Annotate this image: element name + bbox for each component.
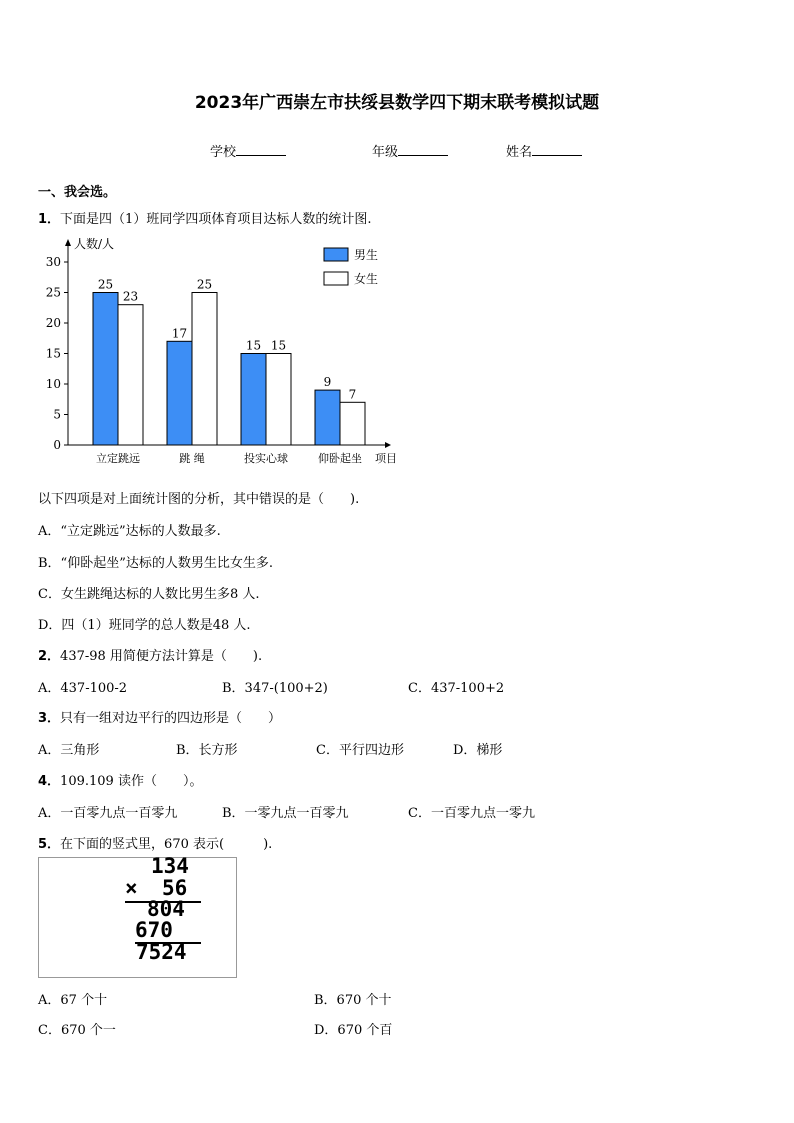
y-tick-label: 30 bbox=[45, 255, 61, 269]
y-tick-label: 25 bbox=[45, 285, 61, 300]
legend-swatch bbox=[324, 248, 348, 261]
y-tick-label: 15 bbox=[45, 346, 61, 361]
category-label: 跳 绳 bbox=[179, 452, 205, 465]
question-4 bbox=[38, 770, 202, 789]
question-5-number: 5． bbox=[38, 837, 61, 852]
school-label: 学校 bbox=[210, 145, 237, 160]
q5-option-b[interactable]: B．670 个十 bbox=[314, 993, 392, 1008]
category-label: 投实心球 bbox=[244, 452, 288, 465]
q4-option-a[interactable]: A．一百零九点一百零九 bbox=[38, 806, 178, 821]
data-label: 23 bbox=[122, 289, 139, 304]
school-field[interactable] bbox=[210, 141, 286, 160]
question-1-prompt: 以下四项是对上面统计图的分析，其中错误的是（ ). bbox=[38, 492, 360, 507]
y-tick-label: 20 bbox=[45, 316, 61, 330]
bar-chart bbox=[38, 232, 408, 472]
q5-option-d[interactable]: D．670 个百 bbox=[314, 1023, 393, 1038]
bar bbox=[340, 402, 365, 445]
q3-option-b[interactable]: B．长方形 bbox=[176, 743, 238, 758]
q4-option-b[interactable]: B．一零九点一百零九 bbox=[222, 806, 349, 821]
question-1 bbox=[38, 208, 371, 227]
legend-swatch bbox=[324, 272, 348, 285]
question-2-number: 2． bbox=[38, 649, 61, 664]
bar bbox=[241, 354, 266, 446]
question-3-number: 3． bbox=[38, 711, 61, 726]
x-axis-label: 项目 bbox=[375, 452, 397, 465]
data-label: 15 bbox=[245, 338, 262, 353]
bar bbox=[93, 293, 118, 446]
question-3-text: 只有一组对边平行的四边形是（ ） bbox=[60, 711, 282, 726]
question-1-number: 1． bbox=[38, 212, 61, 227]
question-5-text: 在下面的竖式里，670 表示( ). bbox=[60, 837, 273, 852]
y-axis-arrow bbox=[65, 239, 71, 246]
data-label: 7 bbox=[348, 387, 357, 402]
calc-partial-1: 804 bbox=[147, 897, 185, 921]
question-4-text: 109.109 读作（ ）。 bbox=[60, 774, 203, 789]
school-blank[interactable] bbox=[236, 143, 286, 156]
question-3 bbox=[38, 707, 281, 726]
section-heading: 一、我会选。 bbox=[38, 185, 117, 200]
legend-label: 男生 bbox=[354, 248, 379, 262]
name-label: 姓名 bbox=[506, 145, 533, 160]
question-5 bbox=[38, 833, 272, 852]
q1-option-c[interactable]: C．女生跳绳达标的人数比男生多8 人. bbox=[38, 587, 260, 602]
category-label: 仰卧起坐 bbox=[318, 452, 362, 465]
calc-times-sign: × bbox=[125, 876, 138, 900]
question-4-number: 4． bbox=[38, 774, 61, 789]
data-label: 15 bbox=[270, 338, 287, 353]
bar bbox=[192, 293, 217, 446]
bar bbox=[266, 354, 291, 446]
calc-result: 7524 bbox=[136, 940, 187, 964]
bar bbox=[118, 305, 143, 445]
y-tick-label: 0 bbox=[53, 438, 61, 452]
question-1-text: 下面是四（1）班同学四项体育项目达标人数的统计图. bbox=[60, 212, 372, 227]
grade-field[interactable] bbox=[372, 141, 448, 160]
y-tick-label: 10 bbox=[45, 377, 61, 391]
question-2-text: 437-98 用简便方法计算是（ ). bbox=[60, 649, 263, 664]
q3-option-c[interactable]: C．平行四边形 bbox=[316, 743, 404, 758]
data-label: 9 bbox=[323, 375, 332, 390]
grade-blank[interactable] bbox=[398, 143, 448, 156]
legend-label: 女生 bbox=[354, 272, 379, 286]
bar bbox=[315, 390, 340, 445]
q5-option-c[interactable]: C．670 个一 bbox=[38, 1023, 116, 1038]
page-title: 2023年广西崇左市扶绥县数学四下期末联考模拟试题 bbox=[194, 93, 600, 113]
data-label: 25 bbox=[196, 277, 213, 292]
y-axis-label: 人数/人 bbox=[74, 237, 115, 251]
question-2 bbox=[38, 645, 262, 664]
q5-option-a[interactable]: A．67 个十 bbox=[38, 993, 108, 1008]
q4-option-c[interactable]: C．一百零九点一零九 bbox=[408, 806, 535, 821]
data-label: 25 bbox=[97, 277, 114, 292]
bar bbox=[167, 341, 192, 445]
grade-label: 年级 bbox=[372, 145, 399, 160]
data-label: 17 bbox=[171, 326, 188, 341]
category-label: 立定跳远 bbox=[96, 452, 140, 465]
name-field[interactable] bbox=[506, 141, 582, 160]
calc-multiplicand: 134 bbox=[151, 854, 189, 878]
q2-option-a[interactable]: A．437-100-2 bbox=[38, 681, 128, 696]
q1-option-d[interactable]: D．四（1）班同学的总人数是48 人. bbox=[38, 618, 251, 633]
q3-option-a[interactable]: A．三角形 bbox=[38, 743, 100, 758]
calc-partial-2: 670 bbox=[135, 918, 173, 942]
q1-option-a[interactable]: A．“立定跳远”达标的人数最多. bbox=[38, 524, 221, 539]
calc-multiplier: 56 bbox=[162, 876, 188, 900]
q3-option-d[interactable]: D．梯形 bbox=[453, 743, 503, 758]
x-axis-arrow bbox=[385, 442, 391, 448]
q1-option-b[interactable]: B．“仰卧起坐”达标的人数男生比女生多. bbox=[38, 556, 273, 571]
q2-option-c[interactable]: C．437-100+2 bbox=[408, 681, 505, 696]
q2-option-b[interactable]: B．347-(100+2) bbox=[222, 681, 328, 696]
y-tick-label: 5 bbox=[53, 407, 61, 422]
vertical-multiplication bbox=[38, 854, 237, 978]
name-blank[interactable] bbox=[532, 143, 582, 156]
